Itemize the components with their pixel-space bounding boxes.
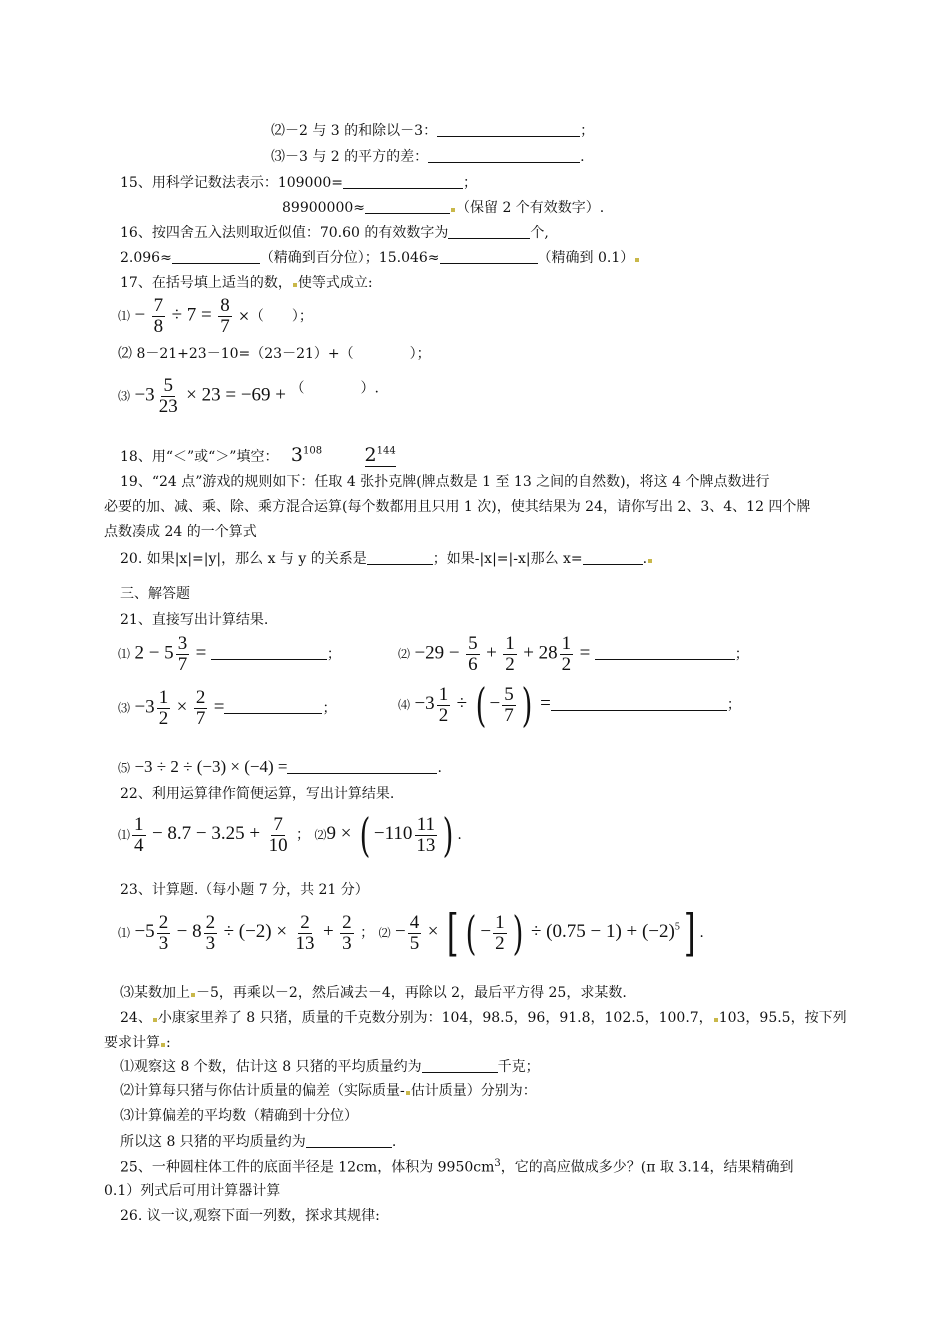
fraction: $\frac{1}{2}$ — [561, 633, 572, 675]
q19-line2: 必要的加、减、乘、除、乘方混合运算(每个数都用且只用 1 次)，使其结果为 24，请你写出 2、3、4、12 四个牌 — [104, 499, 811, 515]
fraction: $\frac{1}{2}$ — [158, 687, 169, 729]
q21-part1: ⑴ 2 − 5 $\frac{3}{7}$ = ； — [118, 633, 341, 675]
power-b: $2^{144}$ — [364, 444, 396, 466]
q24-part4: 所以这 8 只猪的平均质量约为 . — [120, 1134, 397, 1150]
q21-title: 21、直接写出计算结果. — [120, 612, 269, 628]
answer-blank[interactable] — [343, 174, 463, 189]
q15-line1: 15、用科学记数法表示：109000= ； — [120, 175, 477, 191]
fraction: $\frac{3}{7}$ — [177, 633, 188, 675]
q22-title: 22、利用运算律作简便运算，写出计算结果. — [120, 786, 395, 802]
right-paren: ) — [512, 906, 523, 960]
fraction: $\frac{7}{8}$ — [153, 295, 164, 337]
q14-part3: ⑶－3 与 2 的平方的差： . — [271, 149, 585, 165]
q14-part2: ⑵－2 与 3 的和除以－3： ； — [271, 123, 595, 139]
q23-part3: ⑶某数加上 －5，再乘以－2，然后减去－4，再除以 2，最后平方得 25，求某数. — [120, 985, 627, 1001]
left-paren: ( — [359, 808, 371, 862]
q24-part3: ⑶计算偏差的平均数（精确到十分位） — [120, 1108, 358, 1124]
fraction: $\frac{5}{23}$ — [158, 375, 178, 417]
fraction: $\frac{1}{4}$ — [134, 813, 144, 856]
fraction: $\frac{8}{7}$ — [220, 295, 230, 337]
q22-parts: ⑴ $\frac{1}{4}$ − 8.7 − 3.25 + $\frac{7}{10}$ ； ⑵9 × ( −110 $\frac{11}{13}$ ) . — [118, 808, 462, 862]
q17-part2: ⑵ 8－21+23－10=（23－21）+（ ）； — [118, 346, 431, 362]
q23-parts: ⑴ −5 $\frac{2}{3}$ − 8 $\frac{2}{3}$ ÷ (−2) × $\frac{2}{13}$ + $\frac{2}{3}$ ； ⑵ − $\frac{4}{5}$ × [ ( − $\frac{1}{2}$ ) ÷ $(0.75 - 1) + (-2)^5$] . — [118, 904, 704, 962]
fraction: $\frac{4}{5}$ — [409, 911, 420, 954]
fraction: $\frac{11}{13}$ — [416, 813, 436, 856]
q17-part3: ⑶ −3 $\frac{5}{23}$ × 23 = −69 + （ ）. — [118, 375, 379, 417]
answer-blank[interactable] — [367, 550, 433, 565]
fraction: $\frac{2}{3}$ — [205, 911, 216, 954]
fraction: $\frac{7}{10}$ — [268, 813, 288, 856]
edit-mark — [406, 1091, 410, 1095]
q24-part2: ⑵计算每只猪与你估计质量的偏差（实际质量- 估计质量）分别为： — [120, 1083, 537, 1099]
fraction: $\frac{2}{3}$ — [342, 911, 352, 954]
fraction: $\frac{2}{13}$ — [295, 911, 315, 954]
answer-blank[interactable] — [224, 699, 322, 714]
q17-part1: ⑴ − $\frac{7}{8}$ ÷ 7 = $\frac{8}{7}$ ×（ ）； — [118, 295, 313, 337]
section-heading: 三、解答题 — [120, 586, 190, 602]
q24-line2: 要求计算 : — [104, 1035, 171, 1051]
q16-line1: 16、按四舍五入法则取近似值：70.60 的有效数字为 个, — [120, 225, 549, 241]
edit-mark — [153, 1018, 157, 1022]
answer-blank[interactable] — [306, 1133, 392, 1148]
q18-line: 18、用“＜”或“＞”填空： $3^{108}$ $2^{144}$ — [120, 444, 396, 466]
fraction: $\frac{1}{2}$ — [495, 911, 505, 954]
power-a: $3^{108}$ — [290, 444, 323, 466]
right-paren: ) — [442, 808, 454, 862]
fraction: $\frac{5}{6}$ — [468, 633, 478, 675]
edit-mark — [635, 258, 639, 262]
q25-line2: 0.1）列式后可用计算器计算 — [104, 1183, 281, 1199]
fraction: $\frac{1}{2}$ — [438, 683, 449, 726]
answer-blank[interactable] — [440, 249, 538, 264]
q17-title: 17、在括号填上适当的数， 使等式成立: — [120, 275, 373, 291]
q25-line1: 25、一种圆柱体工件的底面半径是 12cm，体积为 $9950cm^3$，它的高应做成多少？(π 取 3.14，结果精确到 — [120, 1158, 794, 1176]
answer-blank[interactable] — [595, 645, 735, 660]
q16-line2: 2.096≈ （精确到百分位）；15.046≈ （精确到 0.1） — [120, 249, 640, 267]
fraction: $\frac{2}{3}$ — [158, 911, 169, 954]
q20-line: 20. 如果|x|=|y|，那么 x 与 y 的关系是 ；如果-|x|=|-x|那么 x= . — [120, 550, 653, 568]
q21-part3: ⑶ −3 $\frac{1}{2}$ × $\frac{2}{7}$ = ； — [118, 687, 337, 729]
answer-blank[interactable] — [551, 696, 727, 711]
q23-title: 23、计算题.（每小题 7 分，共 21 分） — [120, 882, 369, 898]
left-paren: ( — [475, 678, 486, 732]
q21-part2: ⑵ −29 − $\frac{5}{6}$ + $\frac{1}{2}$ + 28 $\frac{1}{2}$ = ； — [398, 633, 749, 675]
q19-line3: 点数凑成 24 的一个算式 — [104, 524, 257, 540]
right-bracket: ] — [683, 904, 696, 962]
edit-mark — [161, 1043, 165, 1047]
q21-part4: ⑷ −3 $\frac{1}{2}$ ÷ ( − $\frac{5}{7}$ ) = ； — [398, 678, 741, 732]
q26-line: 26. 议一议,观察下面一列数，探求其规律: — [120, 1208, 380, 1224]
fraction: $\frac{1}{2}$ — [505, 633, 515, 675]
answer-blank[interactable] — [428, 148, 580, 163]
answer-blank[interactable] — [448, 224, 530, 239]
left-bracket: [ — [446, 904, 459, 962]
edit-mark — [714, 1018, 718, 1022]
edit-mark — [293, 283, 297, 287]
answer-blank[interactable] — [287, 759, 437, 774]
q24-line1: 24、 小康家里养了 8 只猪，质量的千克数分别为：104，98.5，96，91.8，102.5，100.7， 103，95.5，按下列 — [120, 1010, 847, 1026]
edit-mark — [451, 208, 455, 212]
edit-mark — [191, 993, 195, 997]
right-paren: ) — [521, 678, 533, 732]
q15-line2: 89900000≈ （保留 2 个有效数字）. — [282, 200, 605, 216]
fraction: $\frac{5}{7}$ — [504, 683, 514, 726]
q21-part5: ⑸ −3 ÷ 2 ÷ (−3) × (−4) = . — [118, 757, 442, 776]
answer-blank[interactable] — [583, 550, 643, 565]
edit-mark — [648, 559, 652, 563]
fraction: $\frac{2}{7}$ — [195, 687, 206, 729]
q24-part1: ⑴观察这 8 个数，估计这 8 只猪的平均质量约为 千克； — [120, 1059, 540, 1075]
answer-blank[interactable] — [365, 199, 450, 214]
q19-line1: 19、“24 点”游戏的规则如下：任取 4 张扑克牌(牌点数是 1 至 13 之间的自然数)，将这 4 个牌点数进行 — [120, 474, 770, 490]
answer-blank[interactable] — [172, 249, 260, 264]
left-paren: ( — [465, 906, 477, 960]
answer-blank[interactable] — [437, 122, 580, 137]
answer-blank[interactable] — [422, 1058, 498, 1073]
answer-blank[interactable] — [211, 645, 327, 660]
